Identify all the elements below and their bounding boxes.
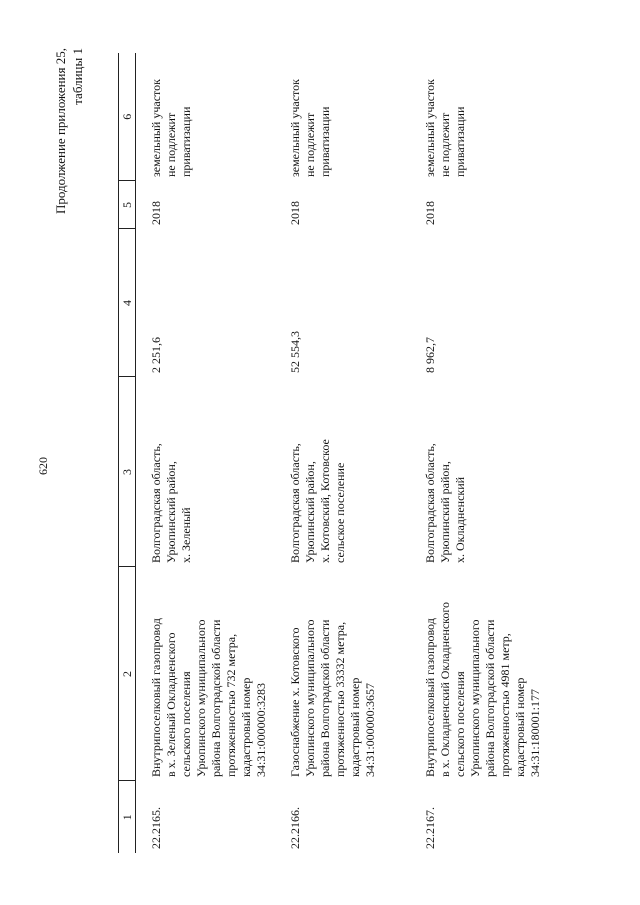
column-header-4: 4	[119, 229, 136, 377]
column-header-5: 5	[119, 181, 136, 229]
object-name	[136, 567, 276, 781]
cell-line: протяженностью 4981 метр,	[498, 633, 512, 777]
cell-line: земельный участок	[423, 79, 437, 177]
cell-line: не подлежит	[303, 112, 317, 177]
continuation-line: таблицы 1	[70, 48, 85, 105]
cell-line: в х. Окладненский Окладненского	[438, 601, 452, 777]
cell-line: х. Окладненский	[453, 476, 467, 563]
cell-line: Газоснабжение х. Котовского	[288, 627, 302, 777]
continuation-note	[52, 48, 86, 288]
cell-line: Волгоградская область,	[288, 443, 302, 563]
cell-line: земельный участок	[149, 79, 163, 177]
table-row	[136, 53, 276, 853]
row-number: 22.2165.	[149, 807, 163, 849]
cell-line: кадастровый номер	[513, 677, 527, 777]
cell-line: Урюпинский район,	[164, 461, 178, 563]
cell-line: Урюпинского муниципального	[468, 619, 482, 777]
object-name	[410, 567, 549, 781]
cell-line: протяженностью 732 метра,	[224, 633, 238, 777]
cell-line: района Волгоградской области	[209, 619, 223, 777]
cell-line: Внутрипоселковый газопровод	[149, 618, 163, 777]
cell-line: сельского поселения	[179, 671, 193, 777]
object-note	[136, 53, 276, 181]
cell-line: х. Котовский, Котовское	[318, 439, 332, 563]
column-header-6: 6	[119, 53, 136, 181]
cell-line: Урюпинский район,	[438, 461, 452, 563]
table-body	[136, 53, 550, 853]
object-note	[410, 53, 549, 181]
cell-line: кадастровый номер	[348, 677, 362, 777]
column-header-3: 3	[119, 377, 136, 567]
column-header-1: 1	[119, 781, 136, 853]
cell-line: приватизации	[453, 106, 467, 177]
object-year: 2018	[288, 201, 302, 225]
cell-line: Урюпинский район,	[303, 461, 317, 563]
header-row	[119, 53, 136, 853]
cell-line: 34:31:180001:177	[528, 688, 542, 777]
object-year: 2018	[149, 201, 163, 225]
object-value: 2 251,6	[149, 337, 163, 373]
page-number: 620	[36, 457, 50, 475]
object-address	[275, 377, 410, 567]
object-year: 2018	[423, 201, 437, 225]
column-header-2: 2	[119, 567, 136, 781]
cell-line: не подлежит	[164, 112, 178, 177]
cell-line: района Волгоградской области	[483, 619, 497, 777]
object-address	[410, 377, 549, 567]
cell-line: Волгоградская область,	[423, 443, 437, 563]
cell-line: приватизации	[179, 106, 193, 177]
cell-line: района Волгоградской области	[318, 619, 332, 777]
cell-line: Урюпинского муниципального	[194, 619, 208, 777]
row-number: 22.2167.	[423, 807, 437, 849]
cell-line: сельского поселения	[453, 671, 467, 777]
object-note	[275, 53, 410, 181]
object-value: 52 554,3	[288, 331, 302, 373]
cell-line: 34:31:000000:3657	[363, 682, 377, 777]
table-row	[410, 53, 549, 853]
cell-line: земельный участок	[288, 79, 302, 177]
row-number: 22.2166.	[288, 807, 302, 849]
cell-line: Волгоградская область,	[149, 443, 163, 563]
object-name	[275, 567, 410, 781]
object-value: 8 962,7	[423, 337, 437, 373]
cell-line: протяженностью 33332 метра,	[333, 621, 347, 777]
cell-line: сельское поселение	[333, 462, 347, 563]
cell-line: 34:31:000000:3283	[254, 682, 268, 777]
cell-line: не подлежит	[438, 112, 452, 177]
cell-line: в х. Зеленый Окладненского	[164, 632, 178, 777]
cell-line: кадастровый номер	[239, 677, 253, 777]
cell-line: Внутрипоселковый газопровод	[423, 618, 437, 777]
table-row	[275, 53, 410, 853]
continuation-line: Продолжение приложения 25,	[53, 48, 68, 215]
object-address	[136, 377, 276, 567]
cell-line: х. Зеленый	[179, 507, 193, 563]
cell-line: Урюпинского муниципального	[303, 619, 317, 777]
property-table	[118, 53, 549, 853]
cell-line: приватизации	[318, 106, 332, 177]
